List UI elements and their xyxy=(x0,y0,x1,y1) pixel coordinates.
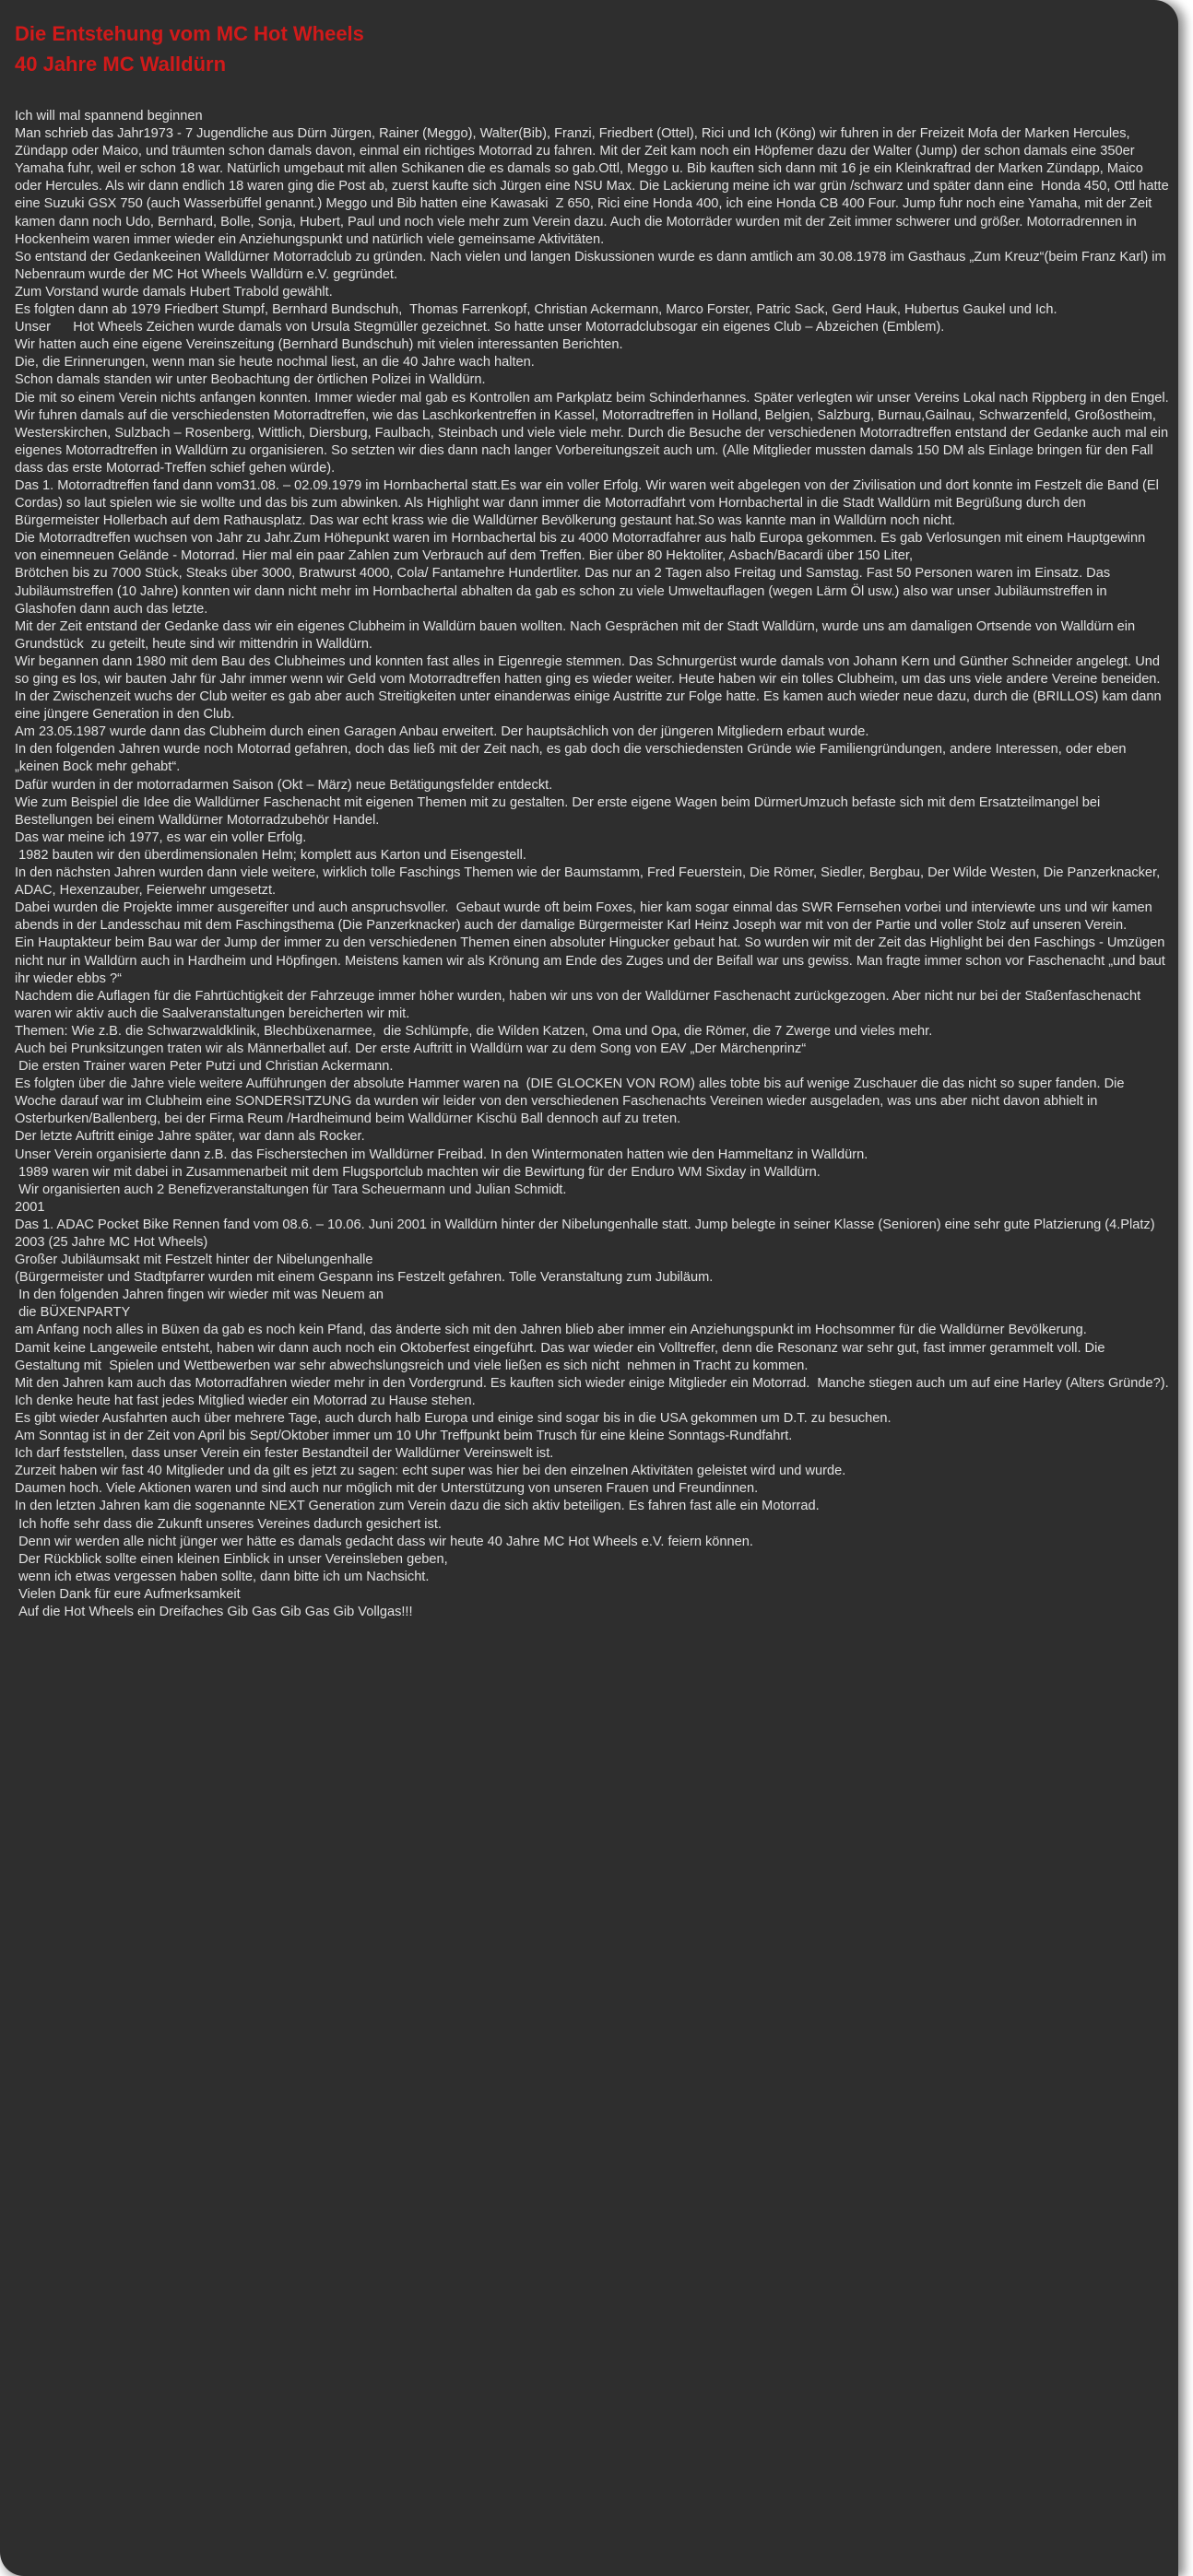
article-paragraph: Schon damals standen wir unter Beobachtung der örtlichen Polizei in Walldürn. xyxy=(15,372,486,388)
article-paragraph: Denn wir werden alle nicht jünger wer hätte es damals gedacht dass wir heute 40 Jahre MC Hot Wheels e.V. feiern können. xyxy=(15,1534,753,1549)
article-paragraph: Am Sonntag ist in der Zeit von April bis Sept/Oktober immer um 10 Uhr Treffpunkt beim Trusch für eine kleine Sonntags-Rundfahrt. xyxy=(15,1429,793,1444)
article-paragraph: Die mit so einem Verein nichts anfangen konnten. Immer wieder mal gab es Kontrollen am Parkplatz beim Schinderhannes. Später verlegten wir unser Vereins Lokal nach Rippberg in den Engel. xyxy=(15,390,1169,406)
article-paragraph: 2001 xyxy=(15,1199,45,1215)
article-paragraph: Wir begannen dann 1980 mit dem Bau des Clubheimes und konnten fast alles in Eigenregie stemmen. Das Schnurgerüst wurde damals von Johann Kern und Günther Schneider angelegt. Und so ging es los, wir bauten Jahr für Jahr immer wenn wir Geld vom Motorradtreffen hatten ging es wieder weiter. Heute haben wir ein tolles Clubheim, um das uns viele andere Vereine beneiden. xyxy=(15,653,1164,687)
article-paragraph: Das 1. Motorradtreffen fand dann vom31.08. – 02.09.1979 im Hornbachertal statt.Es war ein voller Erfolg. Wir waren weit abgelegen von der Zivilisation und dort konnte im Festzelt die Band (El Cordas) so laut spielen wie sie wollte und das bis zum abwinken. Als Highlight war dann immer die Motorradfahrt vom Hornbachertal in die Stadt Walldürn mit Begrüßung durch den Bürgermeister Hollerbach auf dem Rathausplatz. Das war echt krass wie die Walldürner Bevölkerung gestaunt hat.So was kannte man in Walldürn noch nicht. xyxy=(15,477,1163,529)
article-paragraph: Ich will mal spannend beginnen xyxy=(15,109,203,124)
article-paragraph: Das 1. ADAC Pocket Bike Rennen fand vom 08.6. – 10.06. Juni 2001 in Walldürn hinter der Nibelungenhalle statt. Jump belegte in seiner Klasse (Senioren) eine sehr gute Platzierung (4.Platz) xyxy=(15,1217,1155,1232)
article-paragraph: Die ersten Trainer waren Peter Putzi und Christian Ackermann. xyxy=(15,1059,394,1075)
article-paragraph: Es gibt wieder Ausfahrten auch über mehrere Tage, auch durch halb Europa und einige sind sogar bis in die USA gekommen um D.T. zu besuchen. xyxy=(15,1410,892,1426)
article-paragraph: Es folgten über die Jahre viele weitere Aufführungen der absolute Hammer waren na (DIE GLOCKEN VON ROM) alles tobte bis auf wenige Zuschauer die das nicht so super fanden. Die Woche darauf war im Clubheim eine SONDERSITZUNG da wurden wir leider von den verschiedenen Faschenachts Vereinen wieder ausgeladen, was uns aber nicht davon abhielt in Osterburken/Ballenberg, bei der Firma Reum /Hardheimund beim Walldürner Kischü Ball dennoch auf zu treten. xyxy=(15,1076,1128,1127)
article-paragraph: Es folgten dann ab 1979 Friedbert Stumpf, Bernhard Bundschuh, Thomas Farrenkopf, Christian Ackermann, Marco Forster, Patric Sack, Gerd Hauk, Hubertus Gaukel und Ich. xyxy=(15,302,1057,318)
article-paragraph: Zum Vorstand wurde damals Hubert Trabold gewählt. xyxy=(15,284,333,300)
article-paragraph: Themen: Wie z.B. die Schwarzwaldklinik, Blechbüxenarmee, die Schlümpfe, die Wilden Katzen, Oma und Opa, die Römer, die 7 Zwerge und vieles mehr. xyxy=(15,1023,933,1039)
article-paragraph: Mit den Jahren kam auch das Motorradfahren wieder mehr in den Vordergrund. Es kauften sich wieder einige Mitglieder ein Motorrad. Manche stiegen auch um auf eine Harley (Alters Gründe?). Ich denke heute hat fast jedes Mitglied wieder ein Motorrad zu Hause stehen. xyxy=(15,1375,1173,1408)
article-paragraph: wenn ich etwas vergessen haben sollte, dann bitte ich um Nachsicht. xyxy=(15,1569,430,1584)
article-paragraph: Auch bei Prunksitzungen traten wir als Männerballet auf. Der erste Auftritt in Walldürn war zu dem Song von EAV „Der Märchenprinz“ xyxy=(15,1041,807,1056)
article-paragraph: 1982 bauten wir den überdimensionalen Helm; komplett aus Karton und Eisengestell. xyxy=(15,847,526,863)
article-paragraph: Unser Verein organisierte dann z.B. das Fischerstechen im Walldürner Freibad. In den Wintermonaten hatten wie den Hammeltanz in Walldürn. xyxy=(15,1147,868,1162)
article-paragraph: Auf die Hot Wheels ein Dreifaches Gib Gas Gib Gas Gib Vollgas!!! xyxy=(15,1604,413,1619)
article-paragraph: Dafür wurden in der motorradarmen Saison (Okt – März) neue Betätigungsfelder entdeckt. xyxy=(15,777,553,793)
article-paragraph: Ich hoffe sehr dass die Zukunft unseres Vereines dadurch gesichert ist. xyxy=(15,1516,442,1532)
article-paragraph: In den letzten Jahren kam die sogenannte NEXT Generation zum Verein dazu die sich aktiv beteiligen. Es fahren fast alle ein Motorrad. xyxy=(15,1499,820,1514)
title-line-2: 40 Jahre MC Walldürn xyxy=(15,53,227,76)
article-paragraph: Nachdem die Auflagen für die Fahrtüchtigkeit der Fahrzeuge immer höher wurden, haben wir uns von der Walldürner Faschenacht zurückgezogen. Aber nicht nur bei der Staßenfaschenacht waren wir aktiv auch die Saalveranstaltungen bereicherten wir mit. xyxy=(15,988,1145,1021)
article-paragraph: In den nächsten Jahren wurden dann viele weitere, wirklich tolle Faschings Themen wie der Baumstamm, Fred Feuerstein, Die Römer, Siedler, Bergbau, Der Wilde Westen, Die Panzerknacker, ADAC, Hexenzauber, Feierwehr umgesetzt. xyxy=(15,865,1163,899)
article-paragraph: In den folgenden Jahren wurde noch Motorrad gefahren, doch das ließ mit der Zeit nach, es gab doch die verschiedensten Gründe wie Familiengründungen, andere Interessen, oder eben „keinen Bock mehr gehabt“. xyxy=(15,742,1130,775)
article-paragraph: Man schrieb das Jahr1973 - 7 Jugendliche aus Dürn Jürgen, Rainer (Meggo), Walter(Bib), Franzi, Friedbert (Ottel), Rici und Ich (Köng) wir fuhren in der Freizeit Mofa der Marken Hercules, Zündapp oder Maico, und träumten schon damals davon, einmal ein richtiges Motorrad zu fahren. Mit der Zeit kam noch ein Höpfemer dazu der Walter (Jump) der schon damals eine 350er Yamaha fuhr, weil er schon 18 war. Natürlich umgebaut mit allen Schikanen die es damals so gab.Ottl, Meggo u. Bib kauften sich dann mit 16 je ein Kleinkraftrad der Marken Zündapp, Maico oder Hercules. Als wir dann endlich 18 waren ging die Post ab, zuerst kaufte sich Jürgen eine NSU Max. Die Lackierung meine ich war grün /schwarz und später dann eine Honda 450, Ottl hatte eine Suzuki GSX 750 (auch Wasserbüffel genannt.) Meggo und Bib hatten eine Kawasaki Z 650, Rici eine Honda 400, ich eine Honda CB 400 Four. Jump fuhr noch eine Yamaha, mit der Zeit kamen dann noch Udo, Bernhard, Bolle, Sonja, Hubert, Paul und noch viele mehr zum Verein dazu. Auch die Motorräder wurden mit der Zeit immer schwerer und größer. Motorradrennen in Hockenheim waren immer wieder ein Anziehungspunkt und natürlich viele gemeinsame Aktivitäten. xyxy=(15,126,1173,247)
article-paragraph: Vielen Dank für eure Aufmerksamkeit xyxy=(15,1586,241,1602)
article-paragraph: Zurzeit haben wir fast 40 Mitglieder und da gilt es jetzt zu sagen: echt super was hier bei den einzelnen Aktivitäten geleistet wird und wurde. xyxy=(15,1464,846,1479)
article-paragraph: Großer Jubiläumsakt mit Festzelt hinter der Nibelungenhalle xyxy=(15,1253,373,1268)
article-paragraph: (Bürgermeister und Stadtpfarrer wurden mit einem Gespann ins Festzelt gefahren. Tolle Veranstaltung zum Jubiläum. xyxy=(15,1270,714,1286)
article-paragraph: Brötchen bis zu 7000 Stück, Steaks über 3000, Bratwurst 4000, Cola/ Fantamehre Hundertliter. Das nur an 2 Tagen also Freitag und Samstag. Fast 50 Personen waren im Einsatz. Das Jubiläumstreffen (10 Jahre) konnten wir dann nicht mehr im Hornbachertal abhalten da gab es schon zu viele Umweltauflagen (wegen Lärm Öl usw.) also war unser Jubiläumstreffen in Glashofen dann auch das letzte. xyxy=(15,566,1115,617)
article-paragraph: Daumen hoch. Viele Aktionen waren und sind auch nur möglich mit der Unterstützung von unseren Frauen und Freundinnen. xyxy=(15,1481,759,1497)
article-paragraph: Unser Hot Wheels Zeichen wurde damals von Ursula Stegmüller gezeichnet. So hatte unser Motorradclubsogar ein eigenes Club – Abzeichen (Emblem). xyxy=(15,320,945,335)
article-paragraph: die BÜXENPARTY xyxy=(15,1305,131,1321)
article-paragraph: Damit keine Langeweile entsteht, haben wir dann auch noch ein Oktoberfest eingeführt. Das war wieder ein Volltreffer, denn die Resonanz war sehr gut, fast immer gerammelt voll. Die Gestaltung mit Spielen und Wettbewerben war sehr abwechslungsreich und viele ließen es sich nicht nehmen in Tracht zu kommen. xyxy=(15,1340,1109,1373)
article-paragraph: Die, die Erinnerungen, wenn man sie heute nochmal liest, an die 40 Jahre wach halten. xyxy=(15,355,535,371)
article-paragraph: Wir hatten auch eine eigene Vereinszeitung (Bernhard Bundschuh) mit vielen interessanten Berichten. xyxy=(15,337,623,353)
article-paragraph: In den folgenden Jahren fingen wir wieder mit was Neuem an xyxy=(15,1288,384,1303)
article-paragraph: Das war meine ich 1977, es war ein voller Erfolg. xyxy=(15,829,307,845)
article-paragraph: Wir organisierten auch 2 Benefizveranstaltungen für Tara Scheuermann und Julian Schmidt. xyxy=(15,1182,567,1197)
article-paragraph: In der Zwischenzeit wuchs der Club weiter es gab aber auch Streitigkeiten unter einanderwas einige Austritte zur Folge hatte. Es kamen auch wieder neue dazu, durch die (BRILLOS) kam dann eine jüngere Generation in den Club. xyxy=(15,689,1165,723)
article-paragraph: Der Rückblick sollte einen kleinen Einblick in unser Vereinsleben geben, xyxy=(15,1551,448,1567)
article-paragraph: 2003 (25 Jahre MC Hot Wheels) xyxy=(15,1235,208,1250)
article-paragraph: Ein Hauptakteur beim Bau war der Jump der immer zu den verschiedenen Themen einen absoluter Hingucker gebaut hat. So wurden wir mit der Zeit das Highlight bei den Faschings - Umzügen nicht nur in Walldürn auch in Hardheim und Höpfingen. Meistens kamen wir als Krönung am Ende des Zuges und der Beifall war uns gewiss. Man fragte immer schon vor Faschenacht „und baut ihr wieder ebbs ?“ xyxy=(15,935,1169,986)
article-paragraph: Der letzte Auftritt einige Jahre später, war dann als Rocker. xyxy=(15,1129,365,1145)
article-paragraph: Wie zum Beispiel die Idee die Walldürner Faschenacht mit eigenen Themen mit zu gestalten. Der erste eigene Wagen beim DürmerUmzuch befaste sich mit dem Ersatzteilmangel bei Bestellungen bei einem Walldürner Motorradzubehör Handel. xyxy=(15,794,1104,828)
article-paragraph: Am 23.05.1987 wurde dann das Clubheim durch einen Garagen Anbau erweitert. Der hauptsächlich von der jüngeren Mitgliedern erbaut wurde. xyxy=(15,724,869,740)
article-paragraph: So entstand der Gedankeeinen Walldürner Motorradclub zu gründen. Nach vielen und langen Diskussionen wurde es dann amtlich am 30.08.1978 im Gasthaus „Zum Kreuz“(beim Franz Karl) im Nebenraum wurde der MC Hot Wheels Walldürn e.V. gegründet. xyxy=(15,249,1170,282)
article-paragraph: 1989 waren wir mit dabei in Zusammenarbeit mit dem Flugsportclub machten wir die Bewirtung für der Enduro WM Sixday in Walldürn. xyxy=(15,1164,821,1180)
article-paragraph: Mit der Zeit entstand der Gedanke dass wir ein eigenes Clubheim in Walldürn bauen wollten. Nach Gesprächen mit der Stadt Walldürn, wurde uns am damaligen Ortsende von Walldürn ein Grundstück zu geteilt, heute sind wir mittendrin in Walldürn. xyxy=(15,618,1140,652)
article-paragraph: Ich darf feststellen, dass unser Verein ein fester Bestandteil der Walldürner Vereinswelt ist. xyxy=(15,1446,554,1462)
article-paragraph: Wir fuhren damals auf die verschiedensten Motorradtreffen, wie das Laschkorkentreffen in Kassel, Motorradtreffen in Holland, Belgien, Salzburg, Burnau,Gailnau, Schwarzenfeld, Großostheim, Westerskirchen, Sulzbach – Rosenberg, Wittlich, Diersburg, Faulbach, Steinbach und viele viele mehr. Durch die Besuche der verschiedenen Motorradtreffen entstand der Gedanke auch mal ein eigenes Motorradtreffen in Walldürn zu organisieren. So setzten wir dies dann nach langer Vorbereitungszeit auch um. (Alle Mitglieder mussten damals 150 DM als Einlage bringen für den Fall dass das erste Motorrad-Treffen schief gehen würde). xyxy=(15,407,1173,476)
article-paragraph: Die Motorradtreffen wuchsen von Jahr zu Jahr.Zum Höhepunkt waren im Hornbachertal bis zu 4000 Motorradfahrer aus halb Europa gekommen. Es gab Verlosungen mit einem Hauptgewinn von einemneuen Gelände - Motorrad. Hier mal ein paar Zahlen zum Verbrauch auf dem Treffen. Bier über 80 Hektoliter, Asbach/Bacardi über 150 Liter, xyxy=(15,531,1150,564)
article-paragraph: Dabei wurden die Projekte immer ausgereifter und auch anspruchsvoller. Gebaut wurde oft beim Foxes, hier kam sogar einmal das SWR Fernsehen vorbei und interviewte uns und wir kamen abends in der Landesschau mit dem Faschingsthema (Die Panzerknacker) auch der damalige Bürgermeister Karl Heinz Joseph war mit von der Partie und voller Stolz auf unseren Verein. xyxy=(15,900,1156,934)
article-paragraph: am Anfang noch alles in Büxen da gab es noch kein Pfand, das änderte sich mit den Jahren blieb aber immer ein Anziehungspunkt im Hochsommer für die Walldürner Bevölkerung. xyxy=(15,1323,1087,1338)
article-body xyxy=(15,108,1173,1621)
title-line-1: Die Entstehung vom MC Hot Wheels xyxy=(15,22,364,45)
page-title xyxy=(15,18,1169,79)
